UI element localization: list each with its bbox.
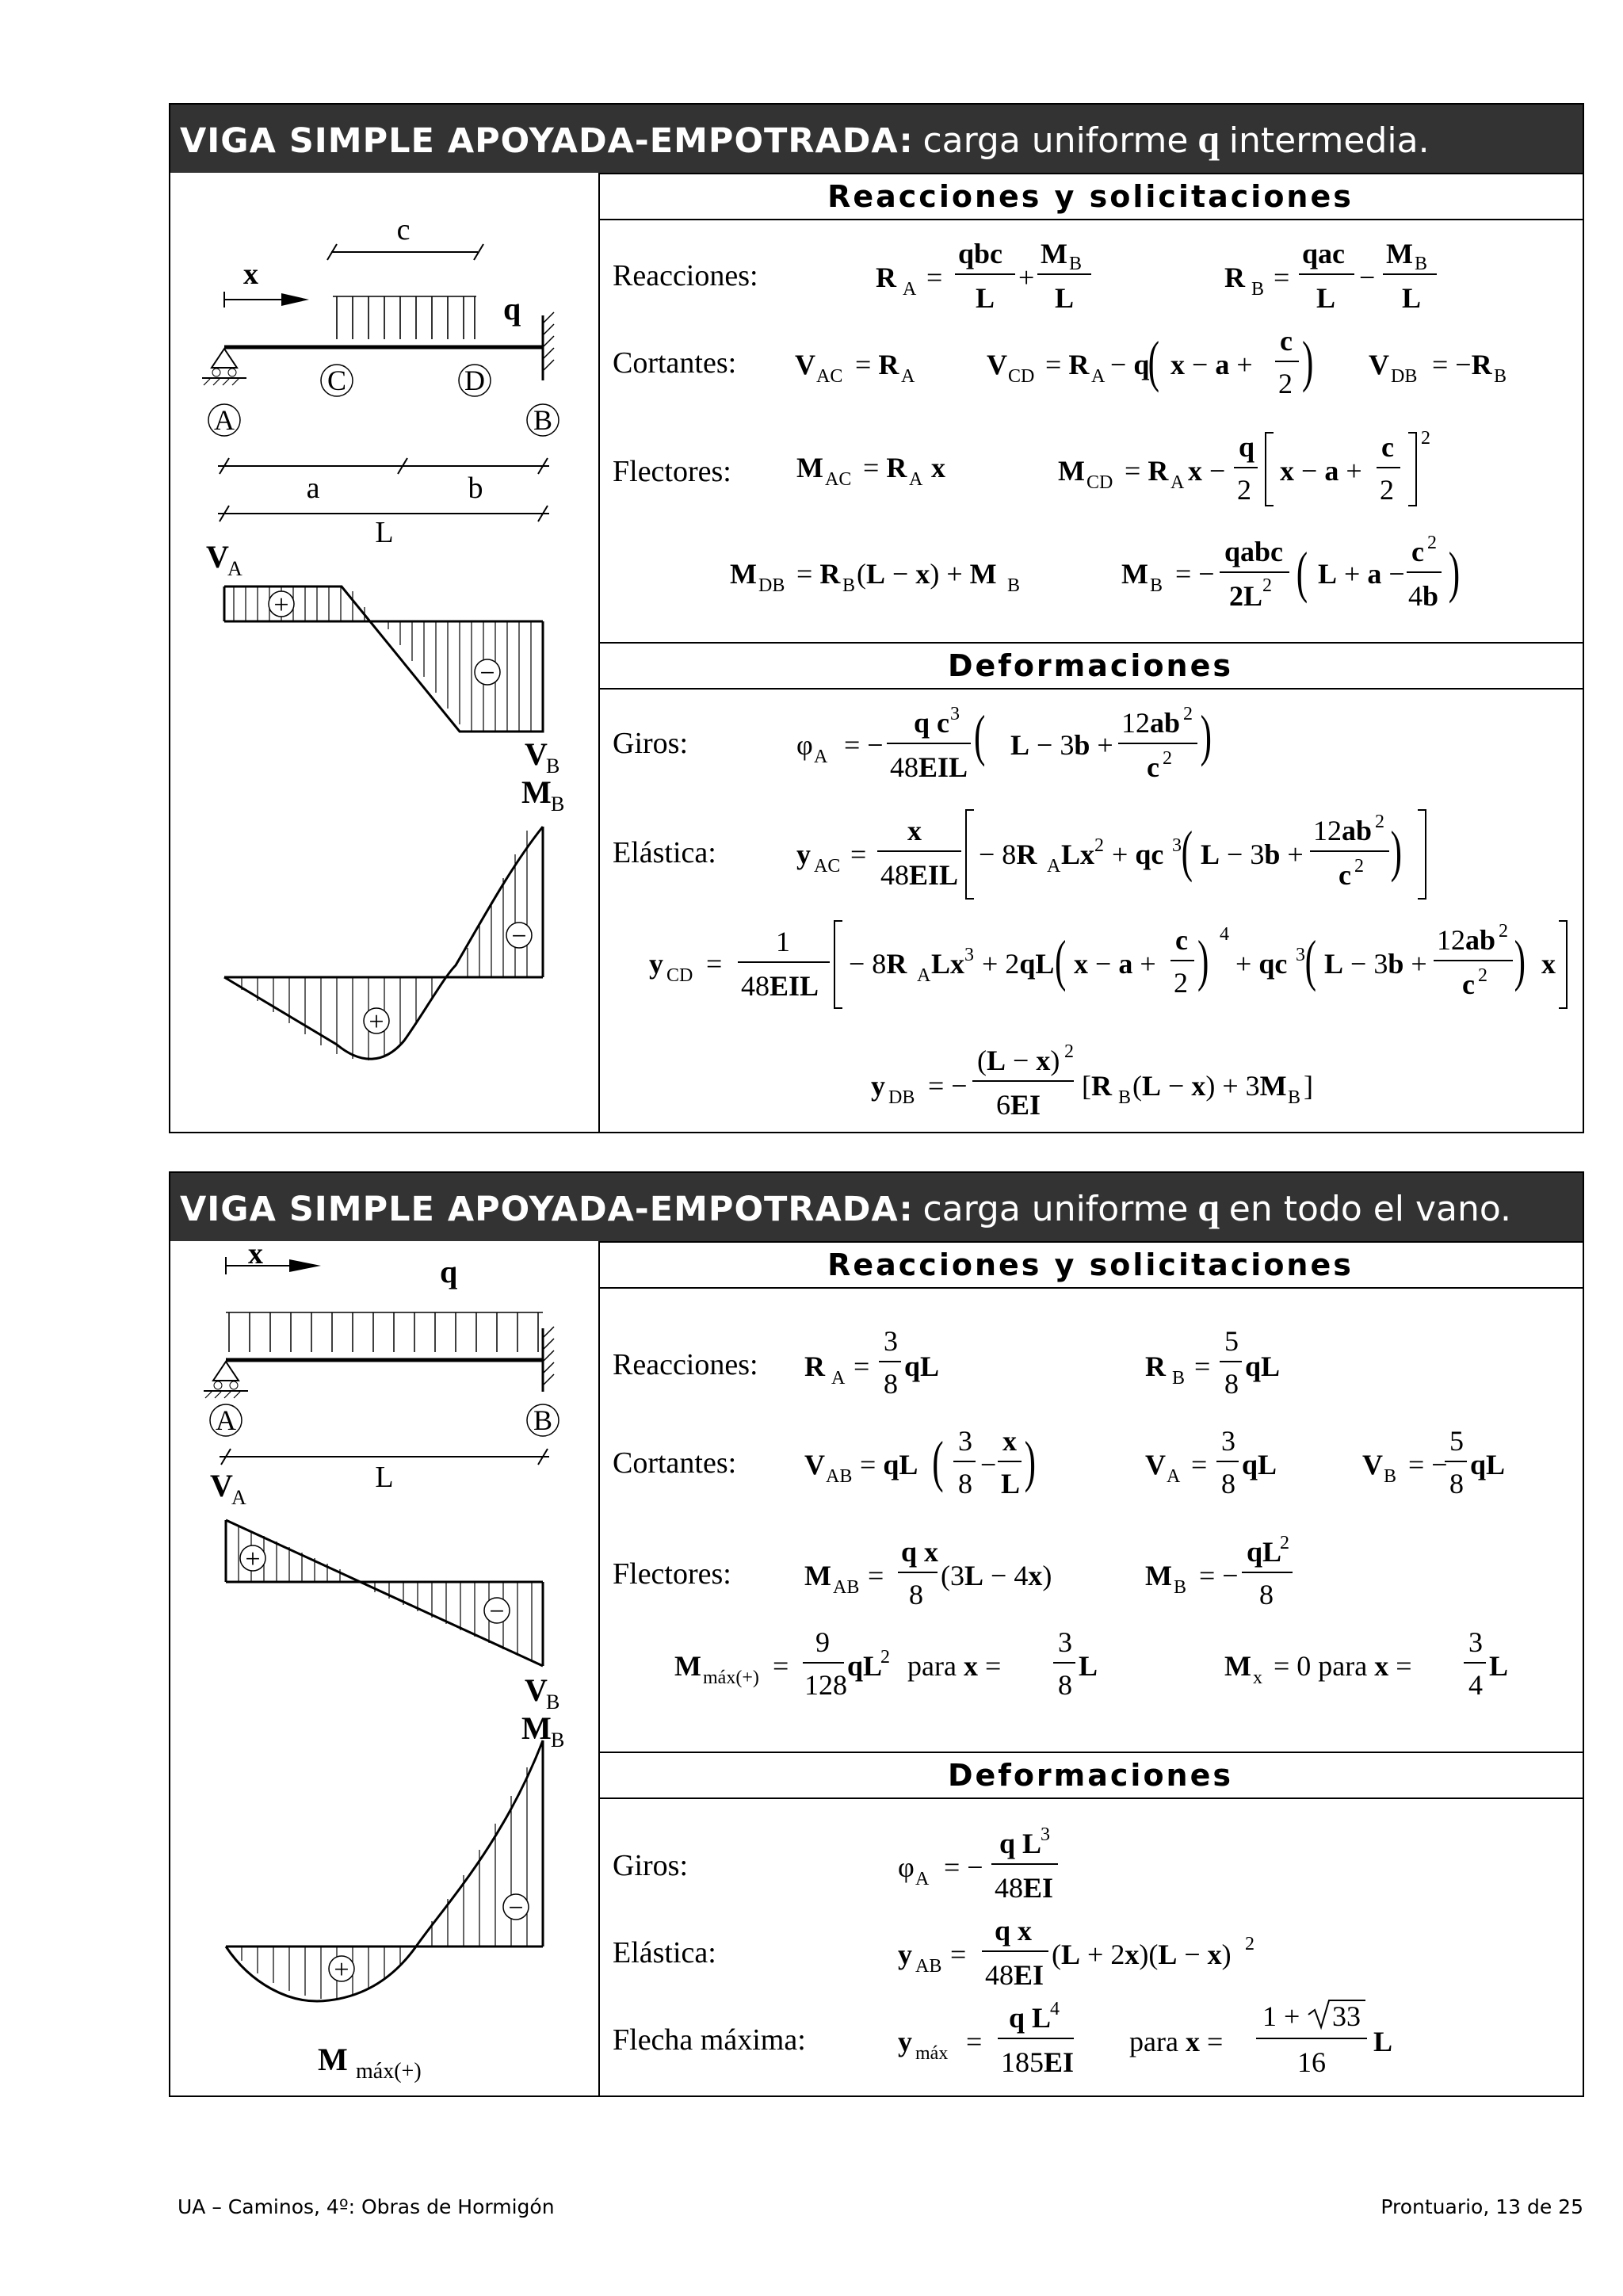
svg-text:+: + [273, 590, 289, 620]
formula-MDB [730, 558, 1020, 596]
svg-text:= 0 para x =: = 0 para x = [1274, 1650, 1412, 1682]
svg-text:y: y [898, 2026, 912, 2057]
svg-text:x: x [243, 258, 258, 291]
svg-text:V: V [987, 349, 1007, 380]
svg-text:(: ( [1148, 329, 1159, 393]
svg-text:y: y [898, 1939, 912, 1970]
svg-text:x: x [1002, 1425, 1017, 1457]
svg-text:AC: AC [825, 469, 852, 490]
svg-text:R: R [876, 262, 896, 293]
svg-text:A: A [831, 1368, 846, 1389]
svg-text:]: ] [1304, 1070, 1313, 1102]
svg-text:R: R [1145, 1350, 1166, 1382]
svg-text:y: y [871, 1070, 885, 1102]
svg-text:B: B [1150, 575, 1163, 596]
svg-text:DB: DB [758, 575, 785, 596]
svg-text:V: V [1145, 1449, 1166, 1480]
svg-text:M: M [1145, 1560, 1172, 1591]
svg-text:A: A [814, 747, 828, 767]
svg-text:L: L [1489, 1650, 1509, 1682]
svg-text:6EI: 6EI [996, 1089, 1041, 1121]
svg-text:+: + [369, 1007, 384, 1037]
label-flectores: Flectores: [613, 1557, 731, 1591]
svg-text:2: 2 [1163, 748, 1172, 769]
svg-text:A: A [909, 469, 923, 490]
svg-text:3: 3 [1041, 1824, 1050, 1845]
svg-text:L + a −: L + a − [1318, 558, 1405, 590]
svg-text:3: 3 [964, 945, 974, 965]
svg-text:3: 3 [1296, 945, 1305, 965]
svg-text:2: 2 [1262, 575, 1272, 596]
svg-text:R: R [804, 1350, 825, 1382]
svg-text:c: c [1381, 431, 1394, 463]
svg-text:2: 2 [1183, 704, 1193, 724]
svg-text:V: V [804, 1449, 825, 1480]
svg-text:+ qc: + qc [1112, 839, 1164, 870]
svg-text:(L + 2x)(L − x): (L + 2x)(L − x) [1052, 1939, 1232, 1970]
svg-text:M: M [804, 1560, 831, 1591]
svg-text:L − 3b +: L − 3b + [1324, 948, 1427, 980]
svg-text:): ) [1514, 928, 1526, 992]
svg-text:q c: q c [914, 707, 949, 739]
svg-text:2: 2 [1375, 812, 1384, 832]
svg-text:9: 9 [815, 1626, 830, 1658]
svg-text:(3L − 4x): (3L − 4x) [941, 1560, 1052, 1591]
svg-text:A: A [915, 1869, 930, 1889]
label-cortantes: Cortantes: [613, 346, 737, 380]
svg-text:2: 2 [880, 1647, 890, 1668]
svg-text:DB: DB [1391, 366, 1418, 387]
svg-text:q: q [1239, 431, 1255, 463]
svg-text:=: = [926, 262, 943, 293]
svg-text:): ) [1200, 703, 1212, 767]
svg-text:= R: = R [855, 349, 899, 380]
svg-text:3: 3 [1172, 835, 1182, 856]
svg-text:12ab: 12ab [1121, 707, 1181, 739]
label-giros: Giros: [613, 727, 688, 760]
svg-text:8: 8 [1259, 1579, 1274, 1610]
svg-text:−: − [508, 1893, 524, 1923]
svg-text:3: 3 [950, 704, 960, 724]
svg-text:x: x [1253, 1668, 1262, 1688]
svg-text:CD: CD [666, 965, 693, 986]
svg-text:1 +: 1 + [1262, 2000, 1300, 2032]
svg-text:8: 8 [1449, 1468, 1464, 1499]
svg-text:(: ( [974, 703, 986, 767]
svg-text:= −: = − [844, 729, 884, 761]
svg-text:(L − x) + M: (L − x) + M [857, 558, 997, 590]
svg-text:A: A [216, 1404, 236, 1436]
svg-text:B: B [842, 575, 856, 596]
svg-text:x − a +: x − a + [1074, 948, 1156, 980]
svg-text:48EIL: 48EIL [890, 751, 968, 783]
svg-text:Lx: Lx [1061, 839, 1095, 870]
svg-text:+: + [245, 1545, 261, 1574]
svg-text:48EI: 48EI [985, 1959, 1044, 1991]
svg-text:B: B [1007, 575, 1021, 596]
svg-text:a: a [306, 472, 320, 505]
svg-text:= −: = − [1175, 558, 1215, 590]
band-deformations: Deformaciones [598, 1752, 1583, 1799]
svg-text:CD: CD [1008, 366, 1035, 387]
svg-text:M: M [1386, 238, 1413, 269]
formula-yCD [649, 921, 1567, 1008]
svg-text:2L: 2L [1229, 580, 1263, 612]
svg-text:b: b [468, 472, 483, 505]
svg-text:3: 3 [958, 1425, 972, 1457]
svg-text:V: V [206, 539, 229, 575]
svg-text:2: 2 [1478, 965, 1487, 986]
svg-text:−: − [479, 659, 495, 688]
svg-text:2: 2 [1354, 856, 1364, 877]
svg-text:4: 4 [1220, 924, 1229, 945]
svg-text:−: − [980, 1449, 997, 1480]
svg-text:): ) [1197, 928, 1209, 992]
svg-text:qL: qL [904, 1350, 940, 1382]
svg-text:−: − [1359, 262, 1376, 293]
svg-text:A: A [1091, 366, 1106, 387]
svg-text:M: M [521, 1710, 552, 1746]
svg-text:L: L [1055, 282, 1075, 314]
svg-text:q L: q L [999, 1828, 1042, 1859]
svg-text:−: − [489, 1597, 505, 1626]
svg-text:x −: x − [1188, 455, 1226, 487]
svg-text:c: c [1411, 536, 1424, 567]
svg-text:): ) [1024, 1429, 1036, 1493]
svg-text:máx(+): máx(+) [356, 2059, 422, 2084]
svg-text:+: + [334, 1955, 349, 1985]
svg-text:CD: CD [1086, 472, 1113, 493]
svg-text:(: ( [932, 1429, 944, 1493]
svg-text:B: B [1174, 1577, 1187, 1598]
svg-text:AB: AB [826, 1466, 853, 1487]
svg-text:AC: AC [814, 856, 841, 877]
svg-text:=: = [773, 1650, 789, 1682]
svg-text:48EI: 48EI [995, 1872, 1054, 1904]
svg-text:c: c [1280, 325, 1293, 357]
svg-text:B: B [533, 1404, 553, 1436]
formula-yDB [871, 1041, 1313, 1121]
svg-text:qL: qL [1247, 1536, 1282, 1568]
svg-text:B: B [1415, 254, 1428, 274]
svg-text:q: q [503, 291, 521, 327]
svg-text:2: 2 [1245, 1934, 1254, 1954]
svg-text:M: M [1058, 455, 1085, 487]
svg-text:qac: qac [1302, 238, 1345, 269]
svg-text:c: c [396, 213, 411, 246]
svg-text:B: B [1069, 254, 1083, 274]
svg-text:V: V [795, 349, 815, 380]
svg-text:L − 3b +: L − 3b + [1201, 839, 1304, 870]
svg-text:A: A [1170, 472, 1185, 493]
svg-text:(: ( [1055, 928, 1067, 992]
svg-text:− 8R: − 8R [979, 839, 1037, 870]
svg-text:B: B [1384, 1466, 1397, 1487]
svg-text:[R: [R [1082, 1070, 1112, 1102]
svg-text:A: A [1167, 1466, 1181, 1487]
band-deformations: Deformaciones [598, 642, 1583, 690]
svg-text:L: L [1316, 282, 1336, 314]
svg-text:V: V [525, 1672, 548, 1708]
svg-text:2: 2 [1380, 474, 1394, 506]
svg-text:y: y [796, 839, 811, 870]
svg-text:= qL: = qL [860, 1449, 918, 1480]
svg-text:48EIL: 48EIL [741, 970, 819, 1002]
label-flectores: Flectores: [613, 455, 731, 488]
svg-text:(: ( [1304, 928, 1316, 992]
svg-text:L − 3b +: L − 3b + [1010, 729, 1113, 761]
svg-text:B: B [546, 1690, 560, 1713]
beam-diagram [170, 173, 598, 1133]
svg-text:c: c [1175, 924, 1188, 956]
svg-text:8: 8 [1221, 1468, 1235, 1499]
svg-text:2: 2 [1278, 368, 1293, 399]
svg-text:M: M [674, 1650, 701, 1682]
svg-text:4b: 4b [1408, 580, 1439, 612]
svg-text:para x =: para x = [1129, 2026, 1224, 2057]
svg-text:q x: q x [901, 1536, 939, 1568]
svg-text:M: M [1121, 558, 1148, 590]
svg-text:−: − [511, 922, 527, 951]
svg-text:x: x [248, 1241, 263, 1270]
svg-text:2: 2 [1094, 835, 1104, 856]
svg-text:q: q [440, 1254, 458, 1289]
svg-text:3: 3 [1058, 1626, 1072, 1658]
svg-text:8: 8 [1224, 1368, 1239, 1400]
svg-text:5: 5 [1449, 1425, 1464, 1457]
svg-text:2: 2 [1421, 428, 1430, 449]
formula-MB [1121, 533, 1460, 612]
svg-text:3: 3 [1221, 1425, 1235, 1457]
svg-text:2: 2 [1237, 474, 1251, 506]
svg-text:4: 4 [1468, 1669, 1483, 1701]
svg-text:Lx: Lx [931, 948, 965, 980]
svg-text:A: A [917, 965, 931, 986]
svg-text:máx: máx [915, 2043, 949, 2064]
formula-RA [876, 238, 1091, 314]
svg-text:A: A [901, 366, 915, 387]
svg-text:=: = [1274, 262, 1290, 293]
svg-text:φ: φ [898, 1851, 915, 1883]
section-full-load [169, 1171, 1584, 2097]
svg-text:x: x [931, 452, 945, 483]
svg-text:y: y [649, 948, 663, 980]
svg-text:L: L [1001, 1468, 1021, 1499]
formula-RB [1224, 238, 1437, 314]
svg-text:c: c [1147, 751, 1159, 783]
svg-text:x: x [907, 815, 922, 846]
svg-text:M: M [521, 774, 552, 810]
svg-text:qL: qL [1470, 1449, 1506, 1480]
svg-text:8: 8 [884, 1368, 898, 1400]
svg-text:A: A [231, 1486, 246, 1509]
svg-text:): ) [1302, 329, 1314, 393]
svg-text:= R: = R [796, 558, 841, 590]
svg-text:33: 33 [1332, 2000, 1361, 2032]
svg-text:qbc: qbc [958, 238, 1003, 269]
svg-text:8: 8 [958, 1468, 972, 1499]
svg-text:A: A [214, 404, 235, 436]
svg-text:B: B [533, 404, 553, 436]
svg-text:L: L [375, 1461, 394, 1494]
svg-text:L: L [1079, 1650, 1098, 1682]
label-elastica: Elástica: [613, 1936, 716, 1969]
svg-text:=: = [868, 1560, 884, 1591]
svg-text:= −: = − [1199, 1560, 1239, 1591]
svg-text:x: x [1541, 948, 1556, 980]
svg-text:qL: qL [1242, 1449, 1277, 1480]
svg-text:para x =: para x = [907, 1650, 1002, 1682]
svg-text:qabc: qabc [1224, 536, 1284, 567]
svg-text:C: C [327, 365, 347, 396]
svg-text:B: B [1494, 366, 1507, 387]
svg-text:(L − x): (L − x) [977, 1045, 1060, 1076]
svg-text:4: 4 [1050, 1999, 1060, 2019]
svg-text:= −: = − [928, 1070, 968, 1102]
svg-text:16: 16 [1297, 2046, 1326, 2078]
svg-text:x − a +: x − a + [1280, 455, 1362, 487]
svg-text:=: = [950, 1939, 967, 1970]
svg-text:− q: − q [1110, 349, 1150, 380]
svg-text:2: 2 [1064, 1041, 1074, 1062]
svg-text:R: R [1224, 262, 1245, 293]
svg-text:= R: = R [1125, 455, 1169, 487]
svg-text:= −: = − [1408, 1449, 1448, 1480]
svg-text:2: 2 [1174, 967, 1188, 999]
svg-text:=: = [1194, 1350, 1211, 1382]
svg-text:= −: = − [944, 1851, 983, 1883]
svg-text:(: ( [1296, 540, 1308, 604]
svg-text:+: + [1018, 262, 1035, 293]
svg-text:M: M [730, 558, 757, 590]
svg-text:): ) [1390, 819, 1402, 883]
svg-text:L: L [976, 282, 995, 314]
svg-text:M: M [1224, 1650, 1251, 1682]
svg-text:B: B [1288, 1087, 1301, 1108]
svg-text:AC: AC [816, 366, 843, 387]
svg-text:B: B [1251, 279, 1265, 300]
svg-text:3: 3 [1468, 1626, 1483, 1658]
svg-text:qL: qL [847, 1650, 883, 1682]
svg-text:12ab: 12ab [1437, 924, 1496, 956]
band-reactions: Reacciones y solicitaciones [598, 173, 1583, 220]
svg-text:48EIL: 48EIL [880, 859, 959, 891]
label-cortantes: Cortantes: [613, 1446, 737, 1480]
svg-text:2: 2 [1427, 533, 1437, 553]
svg-text:AB: AB [915, 1956, 942, 1977]
svg-text:V: V [210, 1468, 233, 1503]
footer-right: Prontuario, 13 de 25 [1381, 2195, 1583, 2218]
svg-text:B: B [546, 755, 560, 777]
svg-text:L: L [375, 516, 394, 549]
svg-text:M: M [1041, 238, 1067, 269]
svg-text:12ab: 12ab [1313, 815, 1373, 846]
svg-text:DB: DB [888, 1087, 915, 1108]
svg-text:B: B [1172, 1368, 1186, 1389]
svg-text:q L: q L [1009, 2002, 1052, 2034]
svg-text:A: A [903, 279, 917, 300]
svg-text:c: c [1462, 968, 1475, 1000]
svg-text:(: ( [1181, 819, 1193, 883]
svg-text:M: M [796, 452, 823, 483]
svg-text:máx(+): máx(+) [703, 1668, 759, 1688]
svg-text:AB: AB [833, 1577, 860, 1598]
section-title: VIGA SIMPLE APOYADA-EMPOTRADA: carga uniforme q intermedia. [170, 105, 1583, 173]
svg-text:8: 8 [1058, 1669, 1072, 1701]
formula-phiA [796, 704, 1212, 783]
svg-text:8: 8 [909, 1579, 923, 1610]
label-giros: Giros: [613, 1849, 688, 1882]
svg-text:=: = [1191, 1449, 1208, 1480]
label-reacciones: Reacciones: [613, 259, 758, 292]
svg-text:− 8R: − 8R [849, 948, 907, 980]
formula-shear [795, 325, 1507, 399]
svg-text:185EI: 185EI [1001, 2046, 1075, 2078]
svg-text:3: 3 [884, 1325, 898, 1357]
section-partial-load [169, 103, 1584, 1133]
svg-text:= −R: = −R [1432, 349, 1492, 380]
svg-text:φ: φ [796, 729, 813, 761]
svg-text:L: L [1402, 282, 1422, 314]
svg-text:(L − x) + 3M: (L − x) + 3M [1132, 1070, 1287, 1102]
svg-text:D: D [464, 365, 485, 396]
svg-text:A: A [1047, 856, 1061, 877]
svg-text:M: M [318, 2042, 348, 2077]
label-flecha: Flecha máxima: [613, 2023, 806, 2057]
svg-text:128: 128 [804, 1669, 847, 1701]
svg-text:): ) [1448, 540, 1461, 604]
svg-text:1: 1 [776, 926, 790, 957]
svg-text:A: A [227, 557, 242, 580]
svg-text:= R: = R [1045, 349, 1090, 380]
label-elastica: Elástica: [613, 836, 716, 869]
svg-text:x − a +: x − a + [1170, 349, 1253, 380]
svg-text:=: = [854, 1350, 870, 1382]
svg-text:q x: q x [995, 1915, 1033, 1946]
svg-text:+ 2qL: + 2qL [982, 948, 1055, 980]
section-title: VIGA SIMPLE APOYADA-EMPOTRADA: carga uniforme q en todo el vano. [170, 1173, 1583, 1241]
beam-diagram [170, 1241, 598, 2097]
svg-text:2: 2 [1280, 1533, 1289, 1553]
svg-text:=: = [706, 948, 723, 980]
svg-text:B: B [551, 793, 565, 816]
svg-text:qL: qL [1245, 1350, 1281, 1382]
svg-text:= R: = R [863, 452, 907, 483]
svg-text:2: 2 [1499, 921, 1508, 942]
svg-text:B: B [1118, 1087, 1132, 1108]
svg-text:L: L [1373, 2026, 1393, 2057]
svg-text:=: = [850, 839, 867, 870]
svg-text:+ qc: + qc [1235, 948, 1288, 980]
svg-text:c: c [1338, 859, 1351, 891]
formula-moment [796, 428, 1430, 506]
svg-text:V: V [1362, 1449, 1383, 1480]
formula-yAC [796, 810, 1426, 899]
band-reactions: Reacciones y solicitaciones [598, 1241, 1583, 1289]
svg-text:V: V [1369, 349, 1389, 380]
svg-text:V: V [525, 736, 548, 772]
svg-text:=: = [966, 2026, 983, 2057]
footer-left: UA – Caminos, 4º: Obras de Hormigón [178, 2195, 555, 2218]
label-reacciones: Reacciones: [613, 1348, 758, 1381]
svg-text:B: B [551, 1729, 565, 1752]
svg-text:5: 5 [1224, 1325, 1239, 1357]
